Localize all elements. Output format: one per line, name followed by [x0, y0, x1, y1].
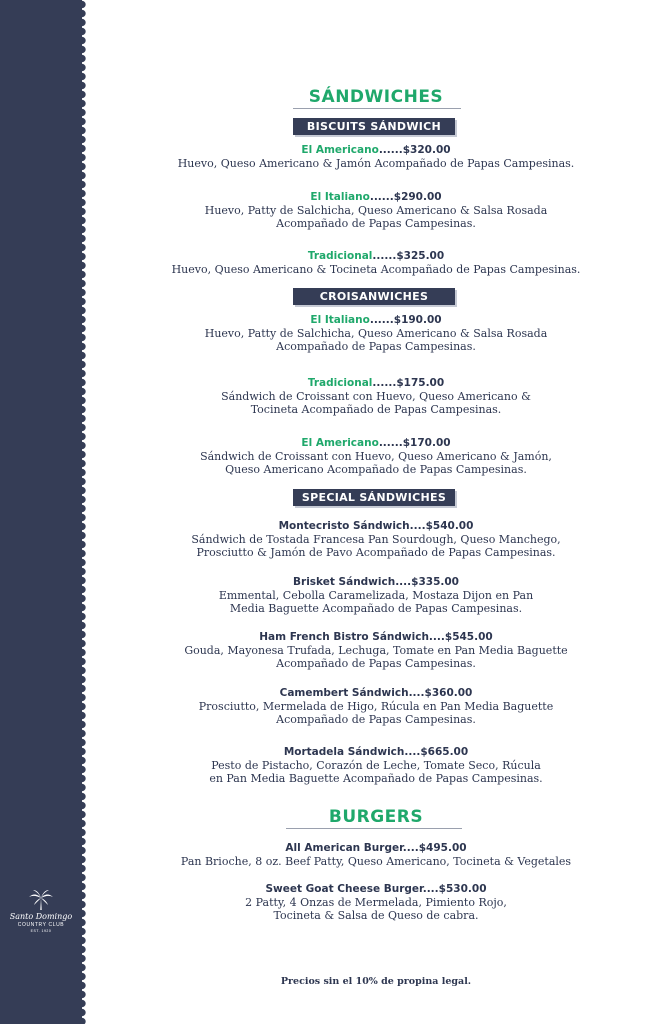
item-name: El Americano: [301, 437, 379, 449]
item-dots: ....: [395, 576, 412, 588]
item-description: Sándwich de Croissant con Huevo, Queso Americano & Tocineta Acompañado de Papas Campesinas.: [221, 390, 531, 416]
menu-item: [90, 841, 662, 868]
section-title-burgers: BURGERS: [328, 807, 424, 827]
menu-item: [90, 143, 662, 170]
menu-item: [90, 882, 662, 922]
item-name: Mortadela Sándwich: [283, 746, 405, 758]
menu-item: [90, 630, 662, 670]
item-price: $540.00: [425, 520, 474, 532]
section-underline: [293, 108, 461, 109]
item-dots: ......: [372, 377, 397, 389]
item-name: Tradicional: [307, 377, 373, 389]
item-dots: ......: [378, 437, 403, 449]
item-name: Tradicional: [307, 250, 373, 262]
menu-item: [90, 190, 662, 230]
menu-item: [90, 575, 662, 615]
item-dots: ....: [404, 746, 421, 758]
item-name: El Italiano: [310, 314, 370, 326]
item-description: Huevo, Patty de Salchicha, Queso Americano & Salsa Rosada Acompañado de Papas Campesinas.: [204, 327, 548, 353]
palm-tree-icon: [28, 890, 54, 910]
item-price: $175.00: [396, 377, 445, 389]
logo-established: EST. 1920: [30, 929, 52, 933]
item-name: Sweet Goat Cheese Burger: [265, 883, 423, 895]
logo-club-name: COUNTRY CLUB: [17, 922, 65, 928]
item-name: All American Burger: [285, 842, 403, 854]
item-dots: ....: [422, 883, 439, 895]
item-price: $325.00: [396, 250, 445, 262]
item-name: Brisket Sándwich: [293, 576, 396, 588]
item-price: $545.00: [444, 631, 493, 643]
item-dots: ....: [428, 631, 445, 643]
menu-item: [90, 436, 662, 476]
menu-item: [90, 249, 662, 276]
section-title-sandwiches: SÁNDWICHES: [308, 87, 444, 107]
item-name: El Americano: [301, 144, 379, 156]
section-underline: [286, 828, 462, 829]
item-description: Pesto de Pistacho, Corazón de Leche, Tomate Seco, Rúcula en Pan Media Baguette Acompañado de Papas Campesinas.: [209, 759, 543, 785]
item-name: Ham French Bistro Sándwich: [259, 631, 429, 643]
item-name: Montecristo Sándwich: [278, 520, 410, 532]
banner-special-sandwiches: SPECIAL SÁNDWICHES: [293, 489, 455, 506]
item-description: Sándwich de Tostada Francesa Pan Sourdough, Queso Manchego, Prosciutto & Jamón de Pavo Acompañado de Papas Campesinas.: [191, 533, 561, 559]
item-description: 2 Patty, 4 Onzas de Mermelada, Pimiento Rojo, Tocineta & Salsa de Queso de cabra.: [245, 896, 507, 922]
item-dots: ....: [409, 520, 426, 532]
item-price: $360.00: [424, 687, 473, 699]
item-price: $335.00: [411, 576, 459, 588]
banner-biscuits: BISCUITS SÁNDWICH: [293, 118, 455, 135]
item-dots: ....: [402, 842, 419, 854]
item-description: Emmental, Cebolla Caramelizada, Mostaza Dijon en Pan Media Baguette Acompañado de Papas Campesinas.: [218, 589, 534, 615]
item-description: Huevo, Queso Americano & Jamón Acompañado de Papas Campesinas.: [177, 157, 575, 170]
item-description: Pan Brioche, 8 oz. Beef Patty, Queso Americano, Tocineta & Vegetales: [180, 855, 572, 868]
item-price: $290.00: [393, 191, 442, 203]
menu-item: [90, 313, 662, 353]
item-description: Huevo, Queso Americano & Tocineta Acompañado de Papas Campesinas.: [171, 263, 581, 276]
item-price: $320.00: [402, 144, 451, 156]
scalloped-edge: [82, 0, 90, 1024]
item-description: Gouda, Mayonesa Trufada, Lechuga, Tomate en Pan Media Baguette Acompañado de Papas Campesinas.: [184, 644, 568, 670]
item-dots: ......: [369, 314, 394, 326]
menu-item: [90, 519, 662, 559]
item-price: $665.00: [420, 746, 469, 758]
logo-script-text: Santo Domingo: [9, 912, 73, 921]
item-dots: ....: [408, 687, 425, 699]
sidebar-band: [0, 0, 82, 1024]
item-description: Sándwich de Croissant con Huevo, Queso Americano & Jamón, Queso Americano Acompañado de Papas Campesinas.: [200, 450, 552, 476]
item-dots: ......: [378, 144, 403, 156]
club-logo: [0, 890, 82, 934]
item-price: $170.00: [402, 437, 451, 449]
item-dots: ......: [369, 191, 394, 203]
item-price: $190.00: [393, 314, 442, 326]
menu-item: [90, 745, 662, 785]
item-name: El Italiano: [310, 191, 370, 203]
item-name: Camembert Sándwich: [279, 687, 409, 699]
footnote-tip-notice: Precios sin el 10% de propina legal.: [280, 976, 472, 987]
menu-item: [90, 376, 662, 416]
item-description: Prosciutto, Mermelada de Higo, Rúcula en Pan Media Baguette Acompañado de Papas Campesinas.: [198, 700, 554, 726]
banner-croisanwiches: CROISANWICHES: [293, 288, 455, 305]
item-dots: ......: [372, 250, 397, 262]
item-description: Huevo, Patty de Salchicha, Queso Americano & Salsa Rosada Acompañado de Papas Campesinas.: [204, 204, 548, 230]
item-price: $530.00: [438, 883, 487, 895]
item-price: $495.00: [418, 842, 467, 854]
menu-item: [90, 686, 662, 726]
menu-content: [90, 0, 662, 1024]
